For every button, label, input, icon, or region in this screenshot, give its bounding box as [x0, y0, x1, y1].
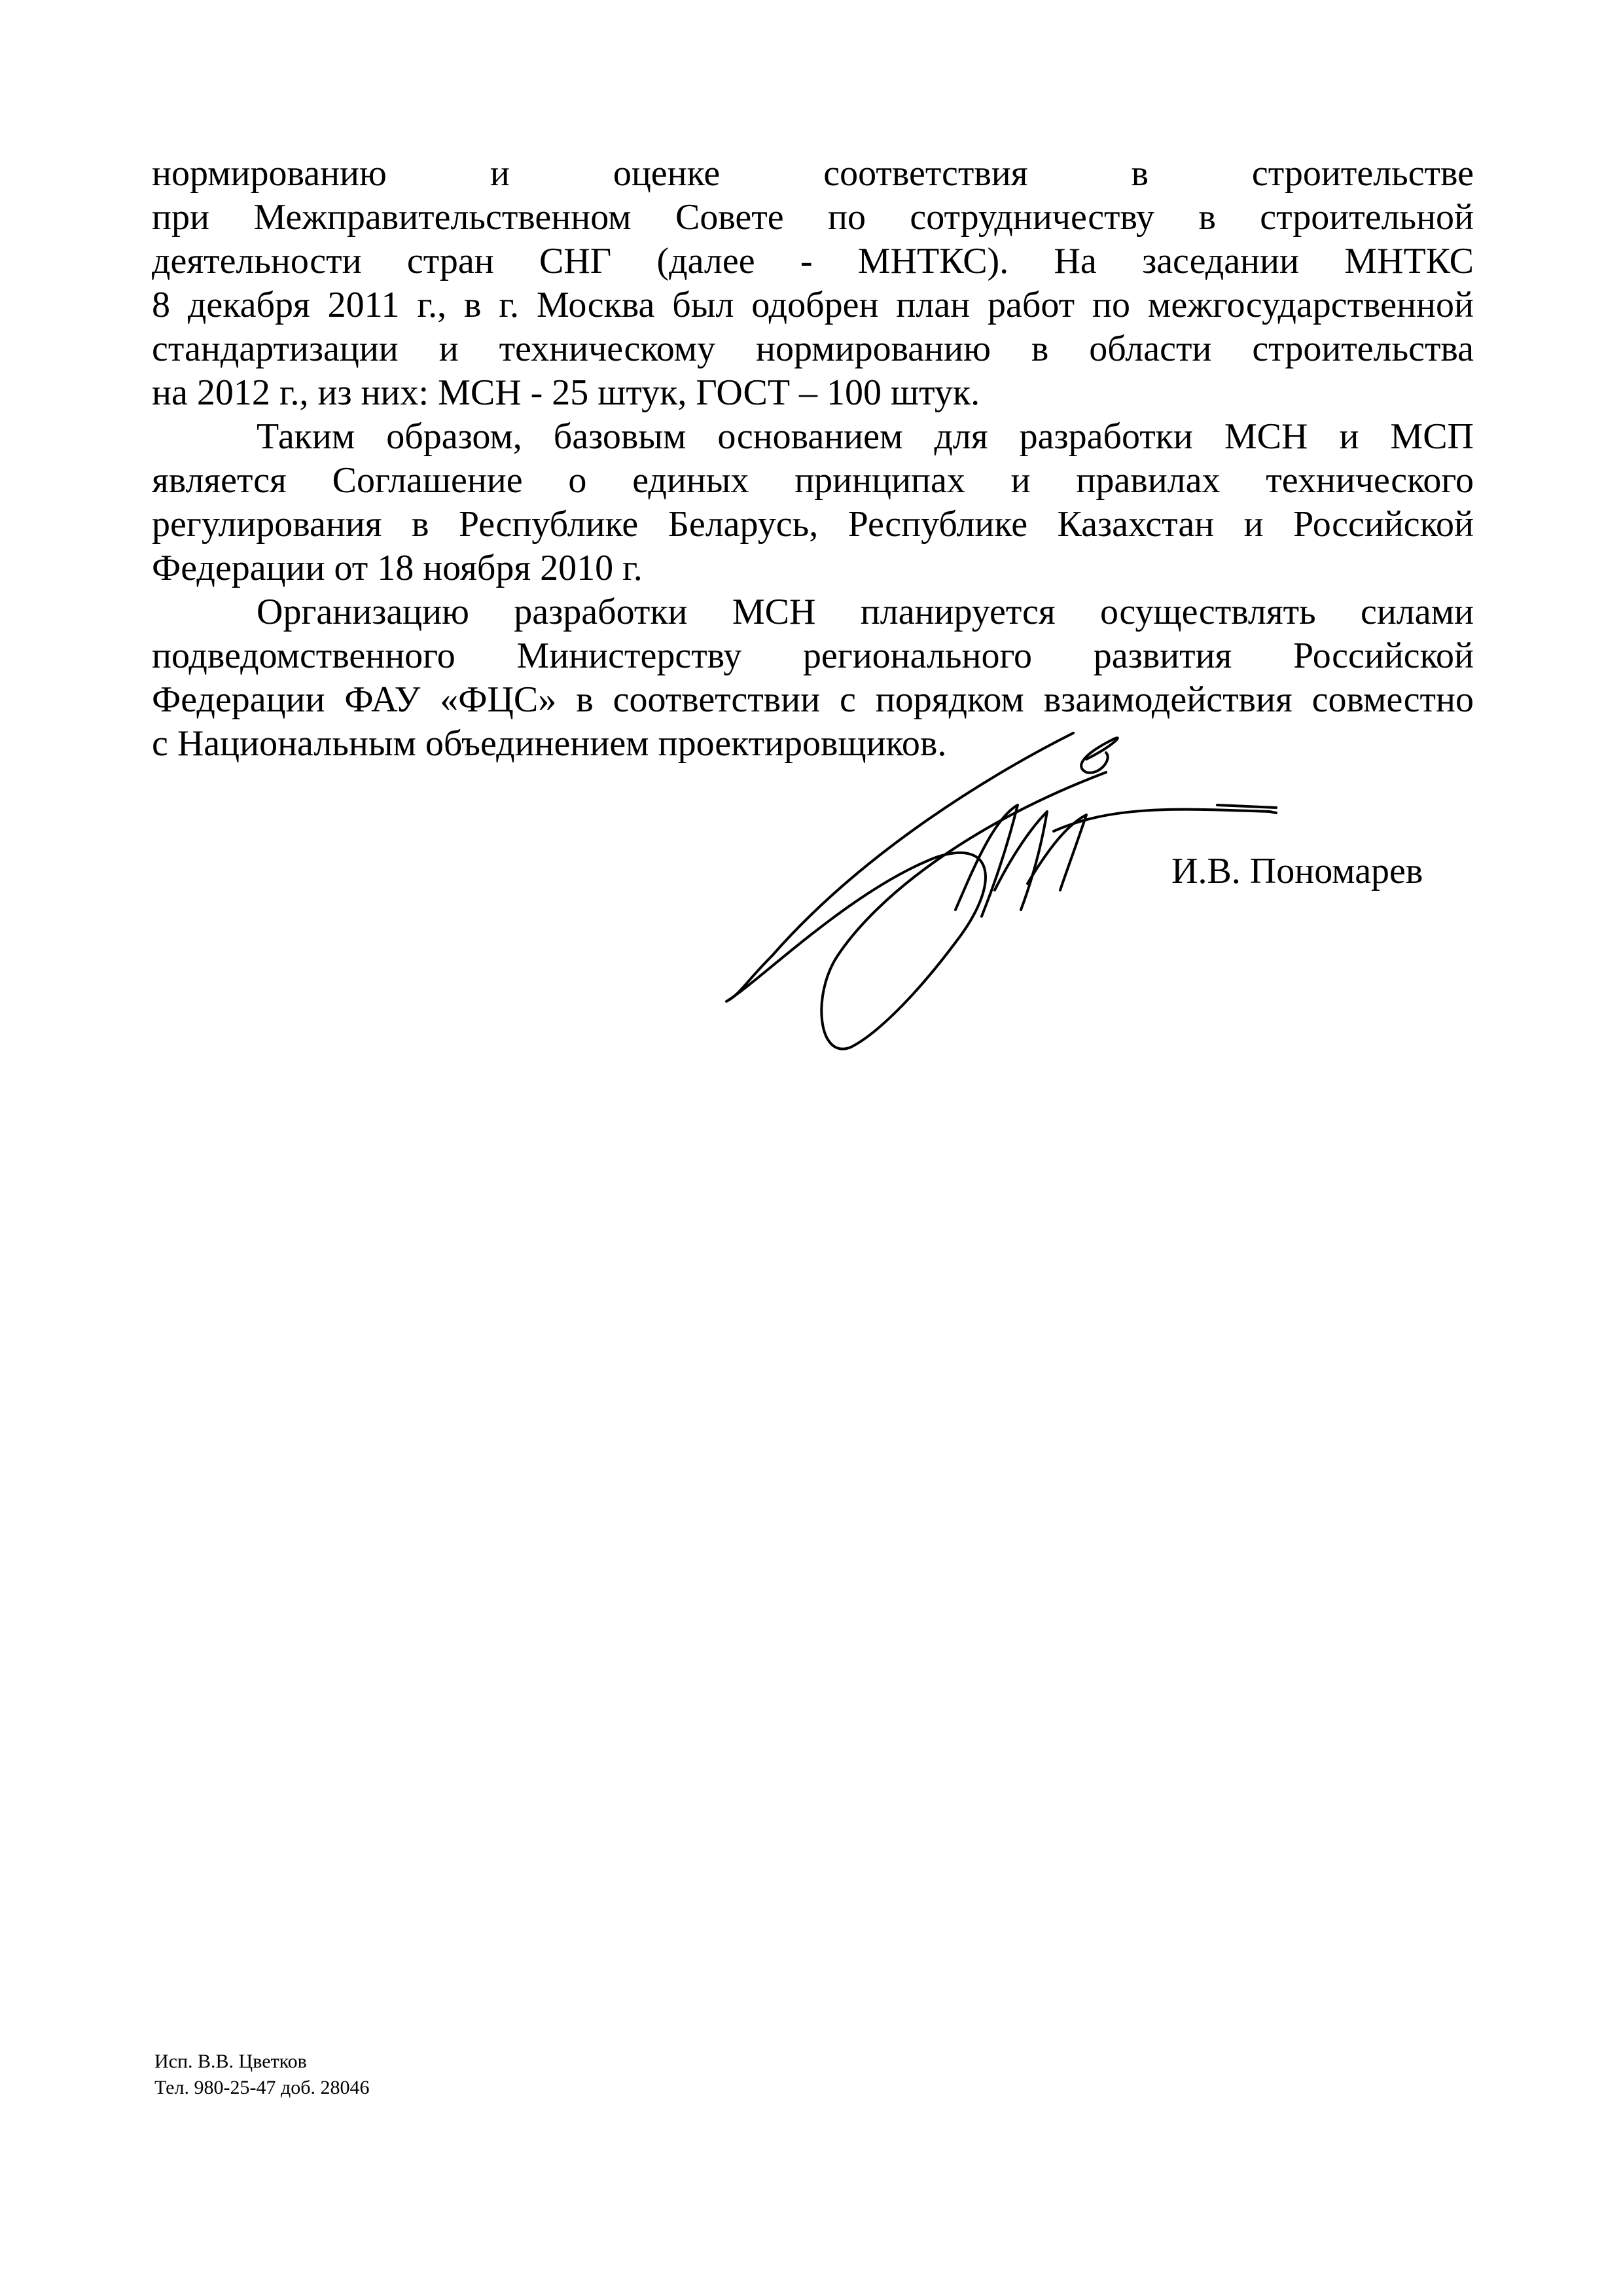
executor-name: Исп. В.В. Цветков	[154, 2051, 307, 2072]
body-line: 8 декабря 2011 г., в г. Москва был одобрен план работ по межгосударственной	[152, 285, 1474, 325]
executor-block	[154, 2049, 369, 2101]
signature-stroke	[1081, 738, 1118, 772]
body-line: является Соглашение о единых принципах и правилах технического	[152, 460, 1474, 501]
signer-name: И.В. Пономарев	[1171, 851, 1423, 891]
signature-stroke	[1054, 810, 1276, 831]
signature-stroke	[1027, 815, 1086, 890]
body-line: на 2012 г., из них: МСН - 25 штук, ГОСТ – 100 штук.	[152, 372, 980, 413]
body-line: Федерации ФАУ «ФЦС» в соответствии с порядком взаимодействия совместно	[152, 679, 1474, 720]
body-line: деятельности стран СНГ (далее - МНТКС). На заседании МНТКС	[152, 241, 1474, 281]
body-line: подведомственного Министерству регионального развития Российской	[152, 636, 1474, 676]
body-line: стандартизации и техническому нормированию в области строительства	[152, 329, 1474, 369]
body-line: нормированию и оценке соответствия в строительстве	[152, 153, 1474, 194]
body-line: при Межправительственном Совете по сотрудничеству в строительной	[152, 197, 1474, 238]
signature-stroke	[955, 805, 1018, 916]
body-line: регулирования в Республике Беларусь, Республике Казахстан и Российской	[152, 504, 1474, 545]
signature-stroke	[726, 733, 1106, 1049]
body-line: Организацию разработки МСН планируется осуществлять силами	[257, 592, 1474, 632]
body-line: с Национальным объединением проектировщиков.	[152, 723, 947, 764]
executor-phone: Тел. 980-25-47 доб. 28046	[154, 2077, 370, 2098]
body-line: Федерации от 18 ноября 2010 г.	[152, 548, 643, 588]
body-line: Таким образом, базовым основанием для разработки МСН и МСП	[257, 416, 1474, 457]
signature-stroke	[1217, 805, 1276, 808]
letter-body	[152, 152, 1474, 766]
